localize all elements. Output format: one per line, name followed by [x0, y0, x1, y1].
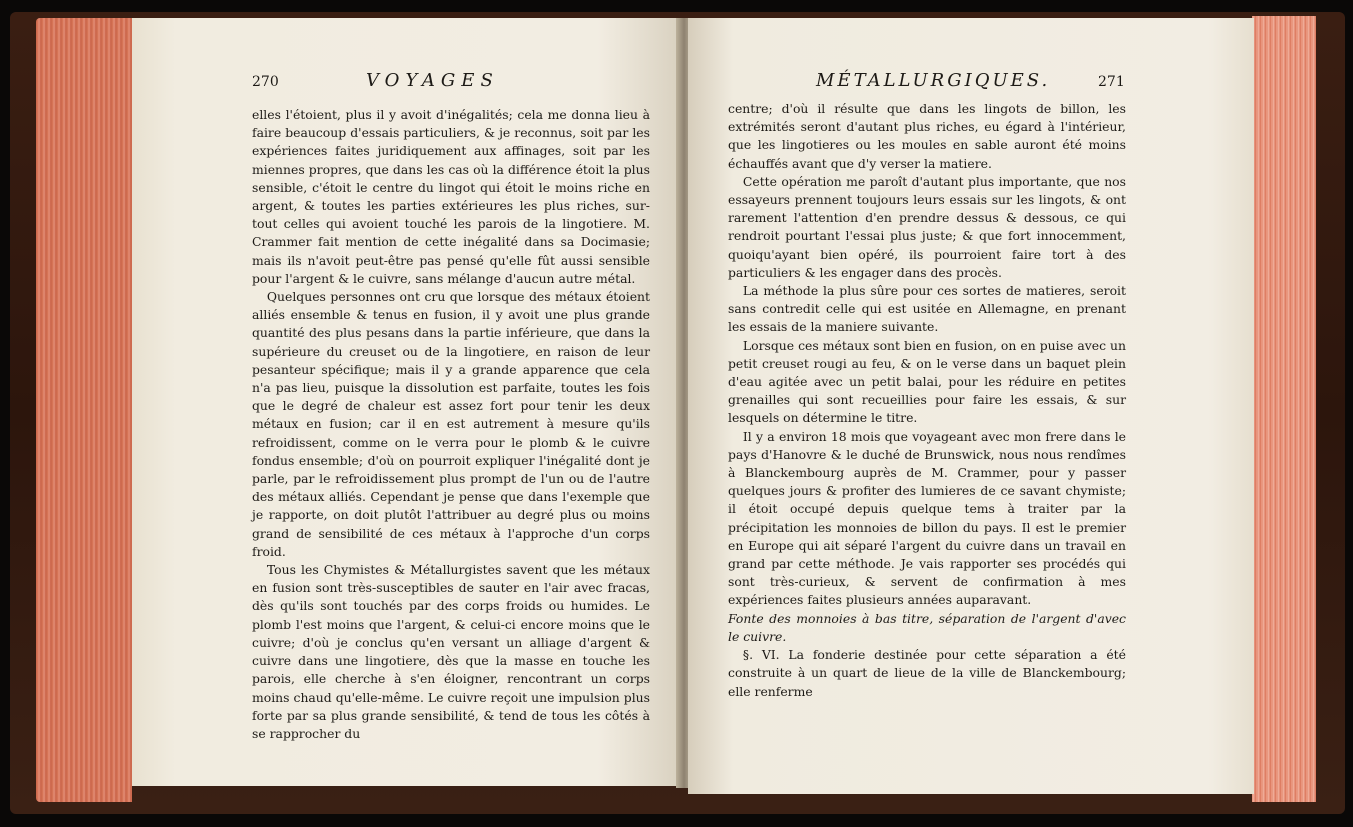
running-head: MÉTALLURGIQUES.: [816, 70, 1051, 91]
paragraph: centre; d'où il résulte que dans les lingots de billon, les extrémités seront d'autant plus riches, eu égard à l'intérieur, que les lingotieres ou les moules en sable auront été moins échauffés avant que d'y verser la matiere.: [728, 101, 1126, 171]
left-page-header: [252, 70, 652, 96]
paragraph: Lorsque ces métaux sont bien en fusion, on en puise avec un petit creuset rougi au feu, & on le verse dans un baquet plein d'eau agitée avec un petit balai, pour les réduire en petites grenailles qui sont recueillies pour faire les essais, & sur lesquels on détermine le titre.: [728, 337, 1126, 426]
right-text-block: [728, 100, 1126, 701]
paragraph: elles l'étoient, plus il y avoit d'inégalités; cela me donna lieu à faire beaucoup d'essais particuliers, & je reconnus, soit par les expériences faites juridiquement aux affinages, soit par les miennes propres, que dans les cas où la différence étoit la plus sensible, c'étoit le centre du lingot qui étoit le moins riche en argent, & toutes les parties extérieures les plus riches, sur-tout celles qui avoient touché les parois de la lingotiere. M. Crammer fait mention de cette inégalité dans sa Docimasie; mais ils n'avoit peut-être pas pensé qu'elle fût aussi sensible pour l'argent & le cuivre, sans mélange d'aucun autre métal.: [252, 107, 650, 286]
right-page-edges: [1252, 16, 1316, 802]
left-page: [132, 18, 680, 786]
right-page: [688, 18, 1254, 794]
left-text-block: [252, 106, 650, 743]
right-page-header: [728, 70, 1128, 96]
paragraph: Quelques personnes ont cru que lorsque des métaux étoient alliés ensemble & tenus en fusion, il y avoit une plus grande quantité des plus pesans dans la partie inférieure, que dans la supérieure du creuset ou de la lingotiere, en raison de leur pesanteur spécifique; mais il y a grande apparence que cela n'a pas lieu, puisque la dissolution est parfaite, toutes les fois que le degré de chaleur est assez fort pour tenir les deux métaux en fusion; car il en est autrement à mesure qu'ils refroidissent, comme on le verra pour le plomb & le cuivre fondus ensemble; d'où on pourroit expliquer l'inégalité dont je parle, par le refroidissement plus prompt de l'un ou de l'autre des métaux alliés. Cependant je pense que dans l'exemple que je rapporte, on doit plutôt l'attribuer au degré plus ou moins grand de sensibilité de ces métaux à l'approche d'un corps froid.: [252, 289, 650, 559]
left-page-edges: [36, 18, 132, 802]
page-number: 271: [1098, 74, 1125, 90]
paragraph: La méthode la plus sûre pour ces sortes de matieres, seroit sans contredit celle qui est usitée en Allemagne, en prenant les essais de la maniere suivante.: [728, 283, 1126, 335]
section-title: Fonte des monnoies à bas titre, séparation de l'argent d'avec le cuivre.: [728, 610, 1126, 644]
paragraph: Tous les Chymistes & Métallurgistes savent que les métaux en fusion sont très-susceptibles de sauter en l'air avec fracas, dès qu'ils sont touchés par des corps froids ou humides. Le plomb l'est moins que l'argent, & celui-ci encore moins que le cuivre; d'où je conclus qu'en versant un alliage d'argent & cuivre dans une lingotiere, dès que la masse en touche les parois, elle cherche à s'en éloigner, rencontrant un corps moins chaud qu'elle-même. Le cuivre reçoit une impulsion plus forte par sa plus grande sensibilité, & tend de tous les côtés à se rapprocher du: [252, 562, 650, 741]
paragraph: Il y a environ 18 mois que voyageant avec mon frere dans le pays d'Hanovre & le duché de Brunswick, nous nous rendîmes à Blanckembourg auprès de M. Crammer, pour y passer quelques jours & profiter des lumieres de ce savant chymiste; il étoit occupé depuis quelque tems à traiter par la précipitation les monnoies de billon du pays. Il est le premier en Europe qui ait séparé l'argent du cuivre dans un travail en grand par cette méthode. Je vais rapporter ses procédés qui sont très-curieux, & servent de confirmation à mes expériences faites plusieurs années auparavant.: [728, 428, 1126, 608]
running-head: VOYAGES: [366, 70, 499, 91]
page-number: 270: [252, 74, 279, 90]
paragraph: §. VI. La fonderie destinée pour cette séparation a été construite à un quart de lieue de la ville de Blanckembourg; elle renferme: [728, 647, 1126, 699]
paragraph: Cette opération me paroît d'autant plus importante, que nos essayeurs prennent toujours leurs essais sur les lingots, & ont rarement l'attention d'en prendre dessus & dessous, ce qui rendroit pourtant l'essai plus juste; & que fort innocemment, quoiqu'ayant bien opéré, ils pourroient faire tort à des particuliers & les engager dans des procès.: [728, 173, 1126, 280]
